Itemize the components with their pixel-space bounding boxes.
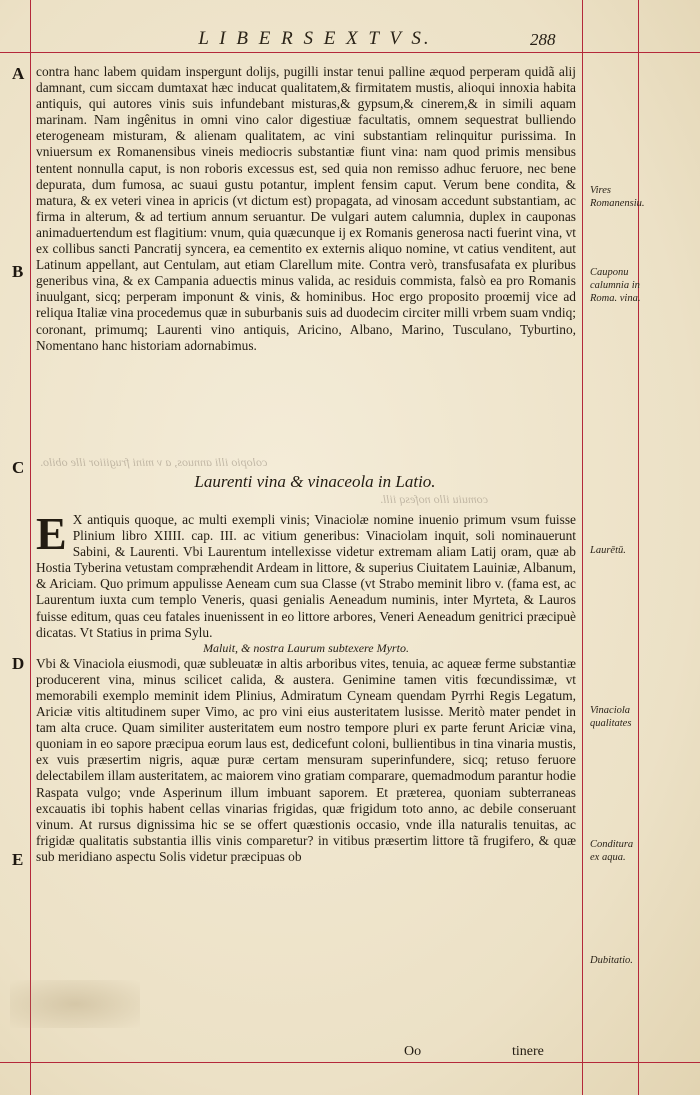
- running-head: L I B E R S E X T V S.: [198, 28, 432, 49]
- page-stain: [10, 980, 140, 1028]
- paragraph-a: [36, 64, 576, 354]
- verse-quotation: Maluit, & nostra Laurum subtexere Myrto.: [203, 640, 409, 655]
- paragraph-a-text: contra hanc labem quidam inspergunt dolijs, pugilli instar tenui palline æquod perperam quidã alij damnant, cum siccam dumtaxat hæc inducat qualitatem,& firmitatem mustis, alioqui innoxia habita antiquis, qui autores vinis suis infundebant misturas,& gypsum,& cinerem,& in simili aquam marinam. Nam ingênitus in omni vino calor digestiuæ facultatis, omnem sequestrat bulliendo eterogeneam misturam, & alienam qualitatem, ac vini substantiam relinquitur purissima. In vniuersum ex Romanensibus vineis mediocris substantiæ fiunt vina: nam quod primis mensibus tentent nonnulla caput, is non roboris excessus est, sed quia non remisso adhuc feruore, nec bene depurata, dum fumosa, ac suaui gustu potantur, implent fensim caput. Verum bene condita, & matura, & ex veteri vinea in apricis (vt dictum est) propagata, ad vinosam accedunt substantiam, ac firma in alterum, & ad tertium annum seruantur. De vulgari autem calumnia, duplex in cauponas animaduertendum est flagitium: vnum, quia quæcunque ij ex Romanis generosa nacti fuerint vina, vt ex collibus sancti Pancratij syncera, ea cementito ex externis aliquo nomine, vt catius venditent, aut Latinum appellant, aut Centulam, aut etiam Clarellum mite. Contra verò, transfusafata ex pluribus generibus vina, & ex Campania aduectis minus valida, ac residuis commista, falsò ea pro Romanis inuulgant, sicq; perperam imponunt & vinis, & hominibus. Hoc ergo proposito proœmij vice ad reliqua Italiæ vina procedemus quæ in suburbanis suis ad duodecim circiter milli vrbem suam vndiq; coronant, primumq; Laurenti vino antiquis, Aricino, Albano, Marino, Tusculano, Tyburtino, Nomentano hanc historiam adornabimus.: [36, 64, 576, 353]
- margin-note-dubitatio: Dubitatio.: [590, 955, 633, 966]
- section-heading: Laurenti vina & vinaceola in Latio.: [194, 472, 436, 491]
- paragraph-b-text: X antiquis quoque, ac multi exempli vinis; Vinaciolæ nomine inuenio primum vsum fuisse Plinium libro XIIII. cap. III. ac vitium generibus: Vinaciolam inquit, soli nominauerunt Sabini, & Laurenti. Vbi Laurentum intellexisse videtur extremam aliam Latij oram, quæ ab Hostia Tyberina vetustam compræhendit Ardeam in littore, & superius Ciuitatem Lauiniæ, Albanum, & Ariciam. Quo primum appulisse Aeneam cum sua Classe (vt Strabo meminit libro v. (fama est, ac Laurentum iuxta cum templo Veneris, quasi genialis Aeneadum numinis, inter Myrteta, & Lauros fuisse editum, quas ceu fatales inuenissent in eo littore arbores, Veneri Aeneadum genitrici præcipuè dicatas. Vt Statius in prima Sylu.: [36, 512, 576, 640]
- top-red-rule: [0, 52, 700, 53]
- bleed-through-text: colopio illi annuos, a v mini frugiiior ille obilo.: [40, 455, 268, 469]
- bottom-red-rule: [0, 1062, 700, 1063]
- signature-mark: Oo: [404, 1044, 422, 1059]
- left-red-rule: [30, 0, 31, 1095]
- section-letter-b: B: [12, 262, 24, 281]
- drop-cap: E: [36, 508, 67, 559]
- catchword: tinere: [512, 1044, 544, 1059]
- margin-note-vinaciola: Vinaciola qualitates: [590, 705, 632, 729]
- margin-note-cauponum: Cauponu calumnia in Roma. vina.: [590, 267, 641, 304]
- section-letter-e: E: [12, 850, 24, 869]
- paragraph-c-text: Vbi & Vinaciola eiusmodi, quæ subleuatæ in altis arboribus vites, tenuia, ac aqueæ ferme substantiæ producerent vina, minus scilicet calida, & austera. Genimine tamen vitis fœcundissimæ, vt memorabili exemplo meminit idem Plinius, Admiratum Cyneam quendam Pyrrhi Regis Legatum, Ariciæ vitis altitudinem super Vimo, ac pro vini eius austeritatem lusisse. Meritò mater pendet in tam alta cruce. Quam similiter austeritatem eum nostro tempore pluri ex parte ferunt Ariciæ vina, quoniam in eo sapore præcipua eorum laus est, dedicefunt coloni, bullientibus in tina vinaria mustis, ex vuis præsertim nigris, aquæ puræ certam mensuram superinfundere, sicq; retuso feruore delectabilem illam austeritatem, ac maiorem vino gratiam comparare, quemadmodum parantur hodie Raspata vulgo; vnde Asperinum illum imbuant saporem. Et præterea, quoniam subterraneas excauatis ibi tophis habent cellas vinarias frigidas, quæ frigidum toto anno, ac debile conseruant vinum. At rursus dignissima hic se se offert quæstionis occasio, vnde illa naturalis tenuitas, ac frigidæ qualitatis substantia illis vinis comparetur? in vitibus præsertim littore tã frugifero, & quæ sub meridiano aspectu Solis videtur præcipuas ob: [36, 655, 576, 864]
- margin-note-laurentum: Laurētū.: [590, 545, 626, 556]
- page-number: 288: [530, 30, 556, 49]
- bleed-through-text-2: comuiu illo nofesq iill.: [380, 492, 488, 506]
- margin-red-rule: [582, 0, 583, 1095]
- margin-note-conditura: Conditura ex aqua.: [590, 839, 634, 863]
- margin-note-vires: Vires Romanensiu.: [590, 185, 645, 209]
- section-letter-d: D: [12, 654, 25, 673]
- section-letter-a: A: [12, 64, 25, 83]
- section-letter-c: C: [12, 458, 25, 477]
- paragraph-b: [36, 508, 576, 865]
